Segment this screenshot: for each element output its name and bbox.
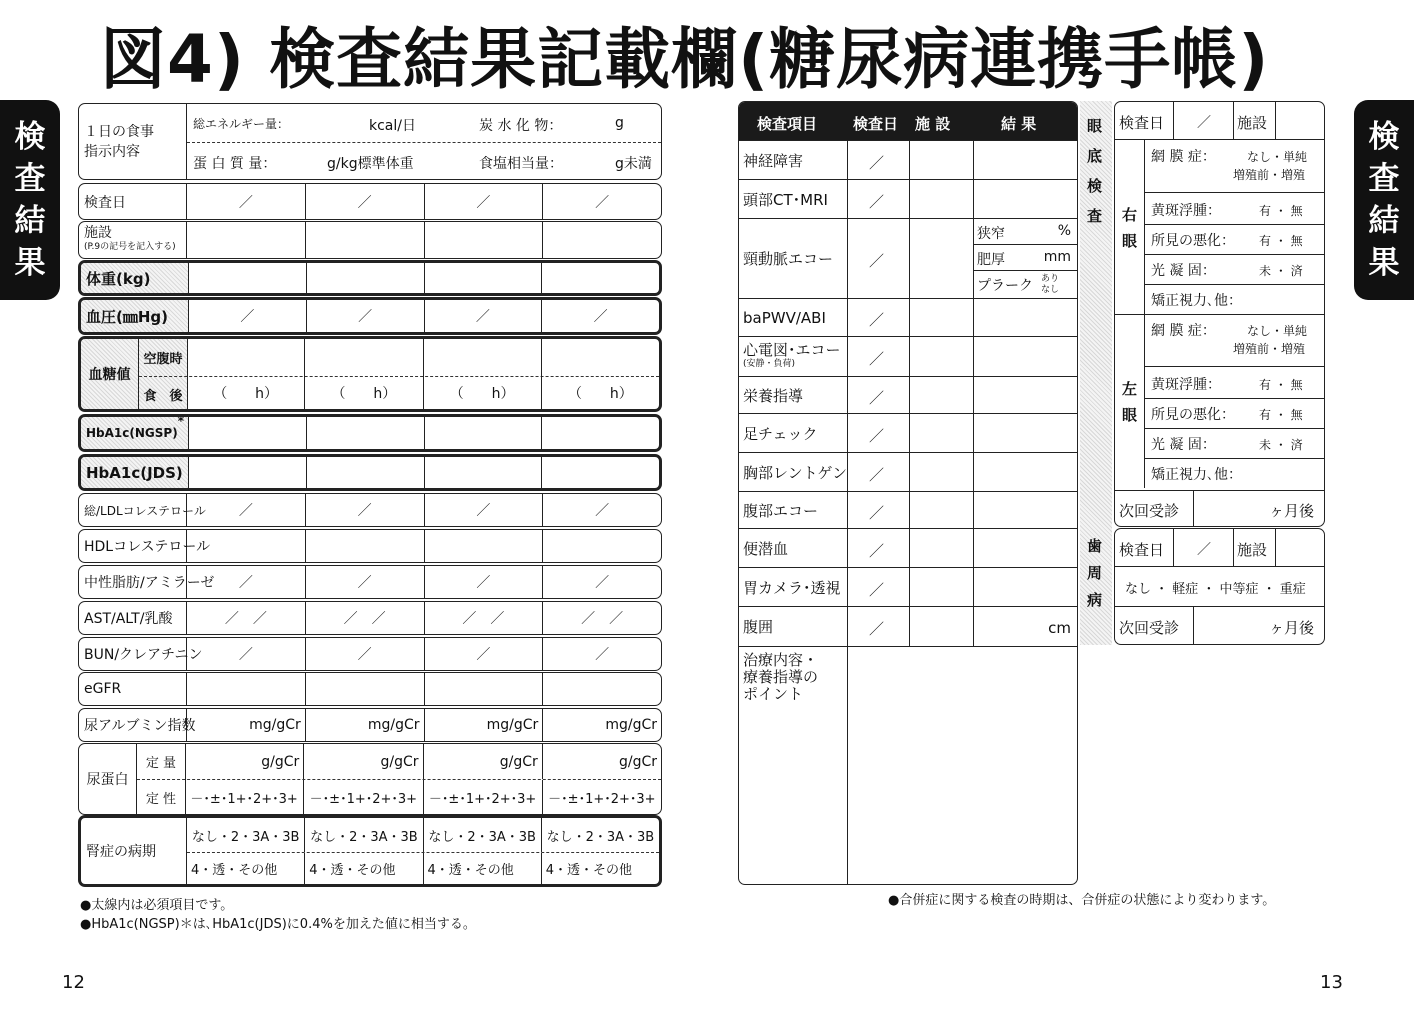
data-cell[interactable]: ／ — [238, 503, 253, 519]
data-cell[interactable] — [424, 417, 542, 449]
data-cell[interactable]: ／ — [305, 638, 424, 670]
data-cell[interactable]: ／ ／ — [305, 602, 424, 634]
plaque-yes-option[interactable]: あり — [1041, 274, 1060, 284]
nephro-stage-cell[interactable]: なし・2・3A・3B — [423, 818, 541, 852]
exam-date-field[interactable]: ／ — [869, 153, 885, 172]
data-cell[interactable]: ／ — [305, 184, 424, 219]
data-cell[interactable]: mg/gCr — [249, 717, 301, 733]
data-cell[interactable]: ／ — [306, 300, 424, 332]
right-eye-findings: 網 膜 症： なし・単純 増殖前・増殖 黄斑浮腫： 有 ・ 無 所見の悪化： 有 ・ 無 光 凝 固： 未 ・ 済 矯正視力､他： — [1145, 140, 1324, 314]
row-label: HbA1c(JDS) — [81, 457, 189, 488]
nephro-stage-cell[interactable]: なし・2・3A・3B — [304, 818, 422, 852]
postprandial-cell[interactable]: （ h） — [213, 385, 279, 402]
page-number-left: 12 — [62, 972, 85, 993]
exam-item-label: 便潜血 — [743, 539, 789, 558]
data-cell[interactable]: ／ — [238, 575, 253, 591]
section-tab-right: 検 査 結 果 — [1354, 100, 1414, 300]
data-cell[interactable]: ／ — [542, 494, 661, 526]
table-row — [739, 491, 1077, 528]
right-eye-label: 右 眼 — [1115, 140, 1145, 314]
column-divider — [847, 140, 848, 646]
nephro-stage-cell[interactable]: 4・透・その他 — [304, 853, 422, 884]
exam-date-field[interactable]: ／ — [869, 541, 885, 560]
data-cell[interactable]: ／ — [424, 494, 543, 526]
table-row — [78, 297, 662, 335]
exam-date-field[interactable]: ／ — [869, 503, 885, 522]
data-cell[interactable] — [424, 673, 543, 705]
row-label: 検査日 — [79, 184, 187, 219]
data-cell[interactable]: ／ ／ — [542, 602, 661, 634]
table-header: 検査項目 検査日 施 設 結 果 — [739, 102, 1077, 140]
table-row — [78, 183, 662, 220]
asterisk-mark: * — [177, 414, 184, 428]
exam-item-label: 心電図･エコー (安静・負荷) — [743, 340, 841, 369]
exam-item-label: 栄養指導 — [743, 386, 804, 405]
urine-protein-row: 尿蛋白 定 量 定 性 g/gCr g/gCr g/gCr g/gCr －･±･1+･2+･3+ －･±･1+･2+･3+ －･±･1+･2+･3+ －･±･1+･2+･3+ — [78, 743, 662, 815]
table-row — [739, 452, 1077, 491]
macular-options[interactable]: 有 ・ 無 — [1259, 204, 1303, 218]
fundus-exam-box: 検査日 ／ 施設 右 眼 網 膜 症： なし・単純 増殖前・増殖 黄斑浮腫： 有 ・ 無 所見の悪化： 有 ・ 無 光 凝 固： 未 ・ 済 矯正視力､他： 左 眼 網 膜 症： なし・単純 増殖前・増殖 黄斑浮腫： 有 ・ 無 所見の悪化： 有 ・ 無 光 凝 固： 未 ・ 済 矯正視力､他： 次回受診 ヶ月後 — [1114, 101, 1325, 527]
table-row — [78, 672, 662, 706]
exam-date-field[interactable]: ／ — [869, 426, 885, 445]
urine-protein-quant-cell[interactable]: g/gCr — [303, 744, 422, 779]
data-cell[interactable]: ／ — [240, 309, 255, 325]
side-strip — [1080, 101, 1112, 645]
data-cell[interactable] — [189, 457, 306, 488]
data-cell[interactable] — [542, 673, 661, 705]
table-row — [739, 140, 1077, 179]
data-cell[interactable] — [305, 673, 424, 705]
table-row — [78, 260, 662, 296]
data-cell[interactable]: ／ — [424, 184, 543, 219]
data-cell[interactable]: ／ — [238, 194, 253, 211]
urine-protein-qual-cell[interactable]: －･±･1+･2+･3+ — [303, 780, 422, 814]
blood-sugar-label: 血糖値 — [81, 339, 139, 409]
data-cell[interactable]: mg/gCr — [424, 709, 543, 741]
worsening-options[interactable]: 有 ・ 無 — [1259, 408, 1303, 422]
page-number-right: 13 — [1320, 972, 1343, 993]
table-row — [78, 708, 662, 742]
data-cell[interactable]: ／ — [424, 566, 543, 598]
data-cell[interactable]: ／ — [424, 300, 542, 332]
table-row — [78, 493, 662, 527]
table-row — [739, 298, 1077, 336]
data-cell[interactable]: ／ ／ — [224, 611, 267, 627]
data-cell[interactable]: ／ — [542, 566, 661, 598]
footnote-hba1c: ●HbA1c(NGSP)＊は､HbA1c(JDS)に0.4%を加えた値に相当する。 — [80, 917, 476, 932]
urine-protein-quant-cell[interactable]: g/gCr — [423, 744, 542, 779]
fundus-next-visit[interactable]: ヶ月後 — [1269, 502, 1315, 520]
data-cell[interactable] — [541, 417, 659, 449]
table-row — [739, 606, 1077, 646]
data-cell[interactable]: mg/gCr — [542, 709, 661, 741]
row-label: HbA1c(NGSP) * — [81, 417, 189, 449]
left-eye-label: 左 眼 — [1115, 314, 1145, 488]
photocoag-options[interactable]: 未 ・ 済 — [1259, 264, 1303, 278]
table-row — [78, 565, 662, 599]
fundus-facility-field[interactable] — [1275, 102, 1276, 139]
carotid-result: 狭窄 % 肥厚 mm プラーク あり なし — [973, 219, 1077, 298]
complication-exam-table — [738, 101, 1078, 885]
data-cell[interactable] — [542, 222, 661, 258]
column-divider — [973, 140, 974, 646]
row-label: 尿アルブミン指数 — [79, 709, 187, 741]
data-cell[interactable] — [187, 673, 305, 705]
exam-date-field[interactable]: ／ — [869, 192, 885, 211]
fasting-cell[interactable] — [423, 339, 541, 376]
retinopathy-options[interactable]: 増殖前・増殖 — [1233, 342, 1306, 356]
exam-date-field[interactable]: ／ — [869, 311, 885, 329]
data-cell[interactable] — [424, 263, 542, 293]
data-cell[interactable] — [187, 530, 305, 562]
nephro-stage-cell[interactable]: 4・透・その他 — [191, 863, 278, 878]
row-label: AST/ALT/乳酸 — [79, 602, 187, 634]
macular-options[interactable]: 有 ・ 無 — [1259, 378, 1303, 392]
diet-instruction-row: １日の食事 指示内容 総エネルギー量： kcal/日 炭 水 化 物： g 蛋 白 質 量： g/kg標準体重 食塩相当量： g未満 — [78, 103, 662, 180]
row-label: BUN/クレアチニン — [79, 638, 187, 670]
data-cell[interactable] — [189, 417, 306, 449]
data-cell[interactable]: ／ — [305, 566, 424, 598]
data-cell[interactable] — [305, 222, 424, 258]
exam-item-label: baPWV/ABI — [743, 308, 826, 327]
data-cell[interactable] — [306, 457, 424, 488]
exam-date-field[interactable]: ／ — [869, 620, 885, 638]
photocoag-options[interactable]: 未 ・ 済 — [1259, 438, 1303, 452]
perio-severity-options[interactable]: なし ・ 軽症 ・ 中等症 ・ 重症 — [1125, 582, 1306, 597]
fasting-cell[interactable] — [187, 339, 304, 376]
table-row — [739, 567, 1077, 606]
urine-protein-quant-cell[interactable]: g/gCr — [542, 744, 661, 779]
exam-date-field[interactable]: ／ — [869, 350, 885, 368]
table-row — [78, 221, 662, 259]
urine-protein-qual-cell[interactable]: －･±･1+･2+･3+ — [423, 780, 542, 814]
section-tab-left: 検 査 結 果 — [0, 100, 60, 300]
exam-item-label: 頸動脈エコー — [743, 250, 834, 268]
table-row — [739, 413, 1077, 452]
perio-facility-field[interactable] — [1275, 529, 1276, 566]
urine-protein-quant-cell[interactable]: g/gCr — [261, 753, 300, 770]
column-divider — [909, 140, 910, 646]
exam-item-label: 胸部レントゲン — [743, 463, 848, 482]
nephro-stage-cell[interactable]: 4・透・その他 — [423, 853, 541, 884]
data-cell[interactable]: ／ — [542, 638, 661, 670]
urine-protein-qual-cell[interactable]: －･±･1+･2+･3+ — [542, 780, 661, 814]
nephropathy-stage-row: 腎症の病期 なし・2・3A・3B なし・2・3A・3B なし・2・3A・3B なし・2・3A・3B 4・透・その他 4・透・その他 4・透・その他 4・透・その他 — [78, 815, 662, 887]
table-row — [78, 414, 662, 452]
blood-sugar-row: 血糖値 空腹時 食 後 （ h） （ h） （ h） （ h） — [78, 336, 662, 412]
postprandial-cell[interactable]: （ h） — [423, 376, 541, 409]
row-label: 中性脂肪/アミラーゼ — [79, 566, 187, 598]
data-cell[interactable] — [424, 222, 543, 258]
treatment-label: 治療内容・ 療養指導の ポイント — [743, 651, 819, 703]
unit-label: cm — [1048, 619, 1071, 637]
exam-item-label: 腹囲 — [743, 618, 774, 636]
fundus-date-field[interactable]: ／ — [1197, 115, 1211, 131]
perio-next-visit[interactable]: ヶ月後 — [1269, 619, 1315, 637]
nephro-stage-cell[interactable]: 4・透・その他 — [541, 853, 659, 884]
exam-item-label: 神経障害 — [743, 151, 804, 170]
table-row — [78, 454, 662, 491]
data-cell[interactable]: mg/gCr — [305, 709, 424, 741]
row-label: eGFR — [79, 673, 187, 705]
retinopathy-options[interactable]: なし・単純 — [1247, 150, 1308, 164]
row-label: 体重(kg) — [81, 263, 189, 293]
treatment-divider — [739, 646, 1077, 647]
exam-date-field[interactable]: ／ — [869, 252, 885, 270]
exam-item-label: 頭部CT･MRI — [743, 190, 828, 209]
table-row — [78, 601, 662, 635]
left-eye-findings: 網 膜 症： なし・単純 増殖前・増殖 黄斑浮腫： 有 ・ 無 所見の悪化： 有 ・ 無 光 凝 固： 未 ・ 済 矯正視力､他： — [1145, 314, 1324, 488]
data-cell[interactable] — [541, 263, 659, 293]
urine-protein-qual-cell[interactable]: －･±･1+･2+･3+ — [190, 791, 298, 807]
data-cell[interactable] — [187, 222, 305, 258]
plaque-no-option[interactable]: なし — [1041, 285, 1060, 295]
nephro-stage-cell[interactable]: なし・2・3A・3B — [541, 818, 659, 852]
exam-item-label: 胃カメラ･透視 — [743, 578, 841, 597]
table-row — [739, 179, 1077, 218]
data-cell[interactable] — [305, 530, 424, 562]
data-cell[interactable]: ／ — [238, 647, 253, 663]
table-row — [78, 529, 662, 563]
data-cell[interactable] — [189, 263, 306, 293]
data-cell[interactable] — [306, 263, 424, 293]
data-cell[interactable] — [424, 457, 542, 488]
exam-item-label: 腹部エコー — [743, 501, 819, 520]
data-cell[interactable] — [424, 530, 543, 562]
row-label: 施設 (P.9の記号を記入する) — [79, 222, 187, 258]
exam-date-field[interactable]: ／ — [869, 580, 885, 599]
data-cell[interactable]: ／ ／ — [424, 602, 543, 634]
exam-date-field[interactable]: ／ — [869, 388, 885, 407]
table-row — [739, 528, 1077, 567]
data-cell[interactable] — [542, 530, 661, 562]
data-cell[interactable]: ／ — [541, 300, 659, 332]
fasting-cell[interactable] — [541, 339, 659, 376]
exam-date-field[interactable]: ／ — [869, 465, 885, 484]
table-row — [739, 218, 1077, 298]
perio-side-label: 歯 周 病 — [1087, 537, 1103, 609]
nephro-stage-cell[interactable]: なし・2・3A・3B — [191, 829, 300, 845]
data-cell[interactable] — [541, 457, 659, 488]
row-label: HDLコレステロール — [79, 530, 187, 562]
footnote-complications: ●合併症に関する検査の時期は、合併症の状態により変わります。 — [888, 893, 1276, 908]
table-row — [78, 637, 662, 671]
retinopathy-options[interactable]: 増殖前・増殖 — [1233, 168, 1306, 182]
postprandial-cell[interactable]: （ h） — [304, 376, 422, 409]
postprandial-cell[interactable]: （ h） — [541, 376, 659, 409]
fundus-side-label: 眼 底 検 査 — [1087, 117, 1103, 225]
table-row — [739, 376, 1077, 413]
perio-date-field[interactable]: ／ — [1197, 542, 1211, 558]
retinopathy-options[interactable]: なし・単純 — [1247, 324, 1308, 338]
exam-item-label: 足チェック — [743, 424, 818, 443]
data-cell[interactable]: ／ — [305, 494, 424, 526]
row-label: 総/LDLコレステロール — [79, 494, 187, 526]
fasting-cell[interactable] — [304, 339, 422, 376]
periodontal-exam-box: 検査日 ／ 施設 なし ・ 軽症 ・ 中等症 ・ 重症 次回受診 ヶ月後 — [1114, 528, 1325, 645]
row-label: 血圧(㎜Hg) — [81, 300, 189, 332]
data-cell[interactable]: ／ — [542, 184, 661, 219]
page-title: 図4) 検査結果記載欄(糖尿病連携手帳) — [100, 21, 1270, 98]
worsening-options[interactable]: 有 ・ 無 — [1259, 234, 1303, 248]
data-cell[interactable] — [306, 417, 424, 449]
footnote-required: ●太線内は必須項目です。 — [80, 898, 234, 913]
data-cell[interactable]: ／ — [424, 638, 543, 670]
table-row — [739, 336, 1077, 376]
